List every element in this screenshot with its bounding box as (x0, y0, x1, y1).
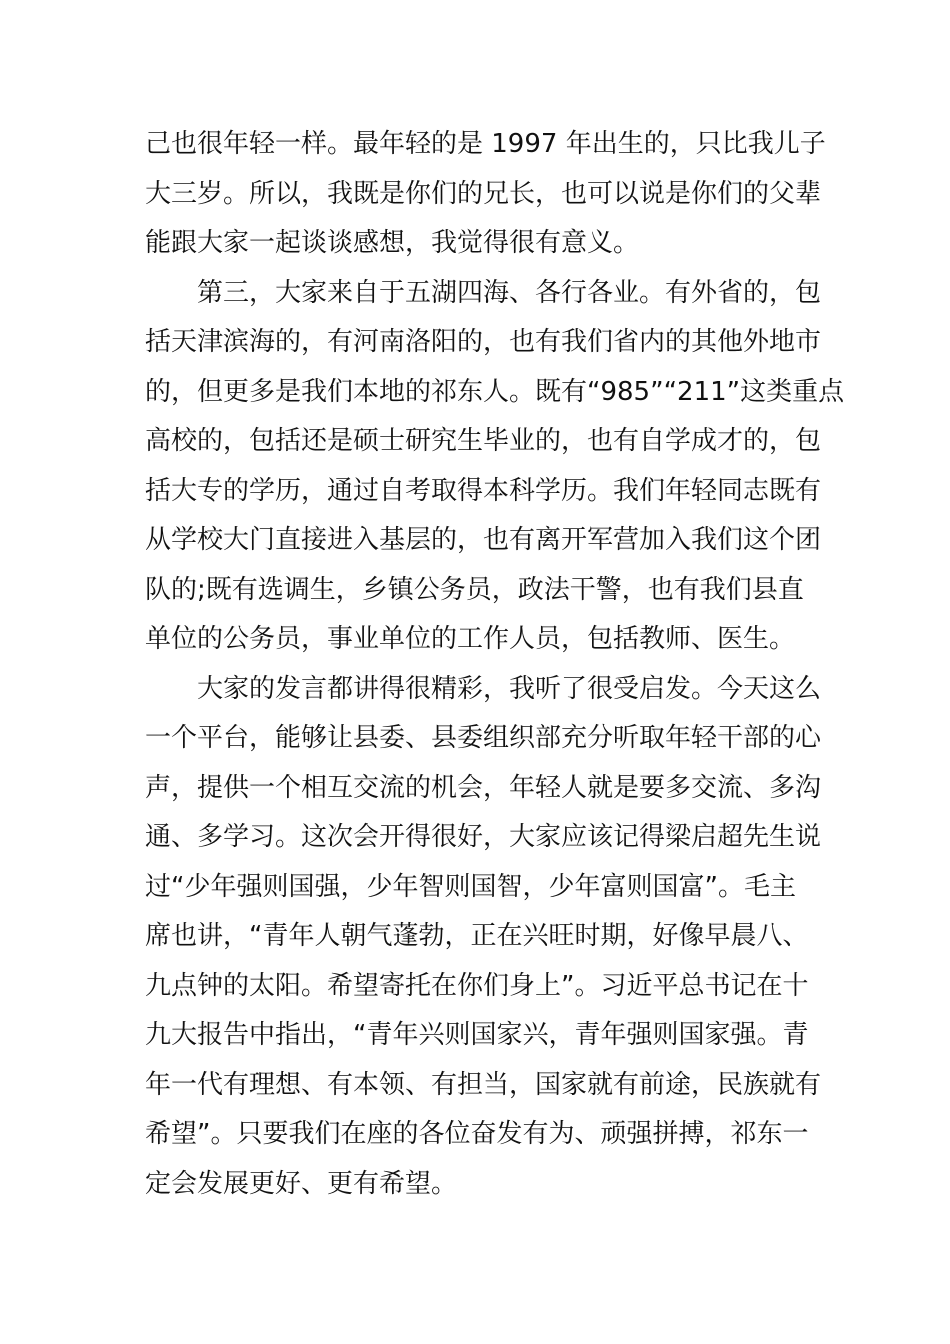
text-line: 从学校大门直接进入基层的，也有离开军营加入我们这个团 (145, 525, 822, 555)
paragraph-1 (145, 120, 826, 269)
text-line: 年一代有理想、有本领、有担当，国家就有前途，民族就有 (145, 1069, 822, 1100)
text-line: 一个平台，能够让县委、县委组织部充分听取年轻干部的心 (145, 723, 822, 753)
text-line: 声，提供一个相互交流的机会，年轻人就是要多交流、多沟 (145, 772, 822, 803)
text-line: 定会发展更好、更有希望。 (145, 1168, 458, 1199)
text-line: 队的;既有选调生，乡镇公务员，政法干警，也有我们县直 (145, 574, 804, 605)
text-line: 希望”。只要我们在座的各位奋发有为、顽强拼搏，祁东一 (145, 1119, 809, 1149)
text-line: 单位的公务员，事业单位的工作人员，包括教师、医生。 (145, 624, 796, 654)
text-line: 括大专的学历，通过自考取得本科学历。我们年轻同志既有 (145, 475, 822, 506)
text-line: 九大报告中指出，“青年兴则国家兴，青年强则国家强。青 (145, 1020, 809, 1050)
text-line: 高校的，包括还是硕士研究生毕业的，也有自学成才的，包 (145, 426, 822, 456)
paragraph-2 (145, 269, 845, 665)
text-line: 九点钟的太阳。希望寄托在你们身上”。习近平总书记在十 (145, 970, 809, 1001)
text-line: 的，但更多是我们本地的祁东人。既有“985”“211”这类重点 (145, 376, 845, 407)
document-body (145, 120, 845, 1209)
text-line: 大家的发言都讲得很精彩，我听了很受启发。今天这么 (197, 673, 822, 704)
text-line: 席也讲，“青年人朝气蓬勃，正在兴旺时期，好像早晨八、 (145, 921, 809, 951)
text-line: 大三岁。所以，我既是你们的兄长，也可以说是你们的父辈 (145, 178, 822, 209)
paragraph-3 (145, 665, 822, 1210)
text-line: 己也很年轻一样。最年轻的是 1997 年出生的，只比我儿子 (145, 129, 826, 159)
text-line: 过“少年强则国强，少年智则国智，少年富则国富”。毛主 (145, 871, 796, 902)
text-line: 通、多学习。这次会开得很好，大家应该记得梁启超先生说 (145, 822, 822, 852)
text-line: 第三，大家来自于五湖四海、各行各业。有外省的，包 (197, 277, 822, 308)
text-line: 能跟大家一起谈谈感想，我觉得很有意义。 (145, 228, 640, 258)
text-line: 括天津滨海的，有河南洛阳的，也有我们省内的其他外地市 (145, 327, 822, 357)
